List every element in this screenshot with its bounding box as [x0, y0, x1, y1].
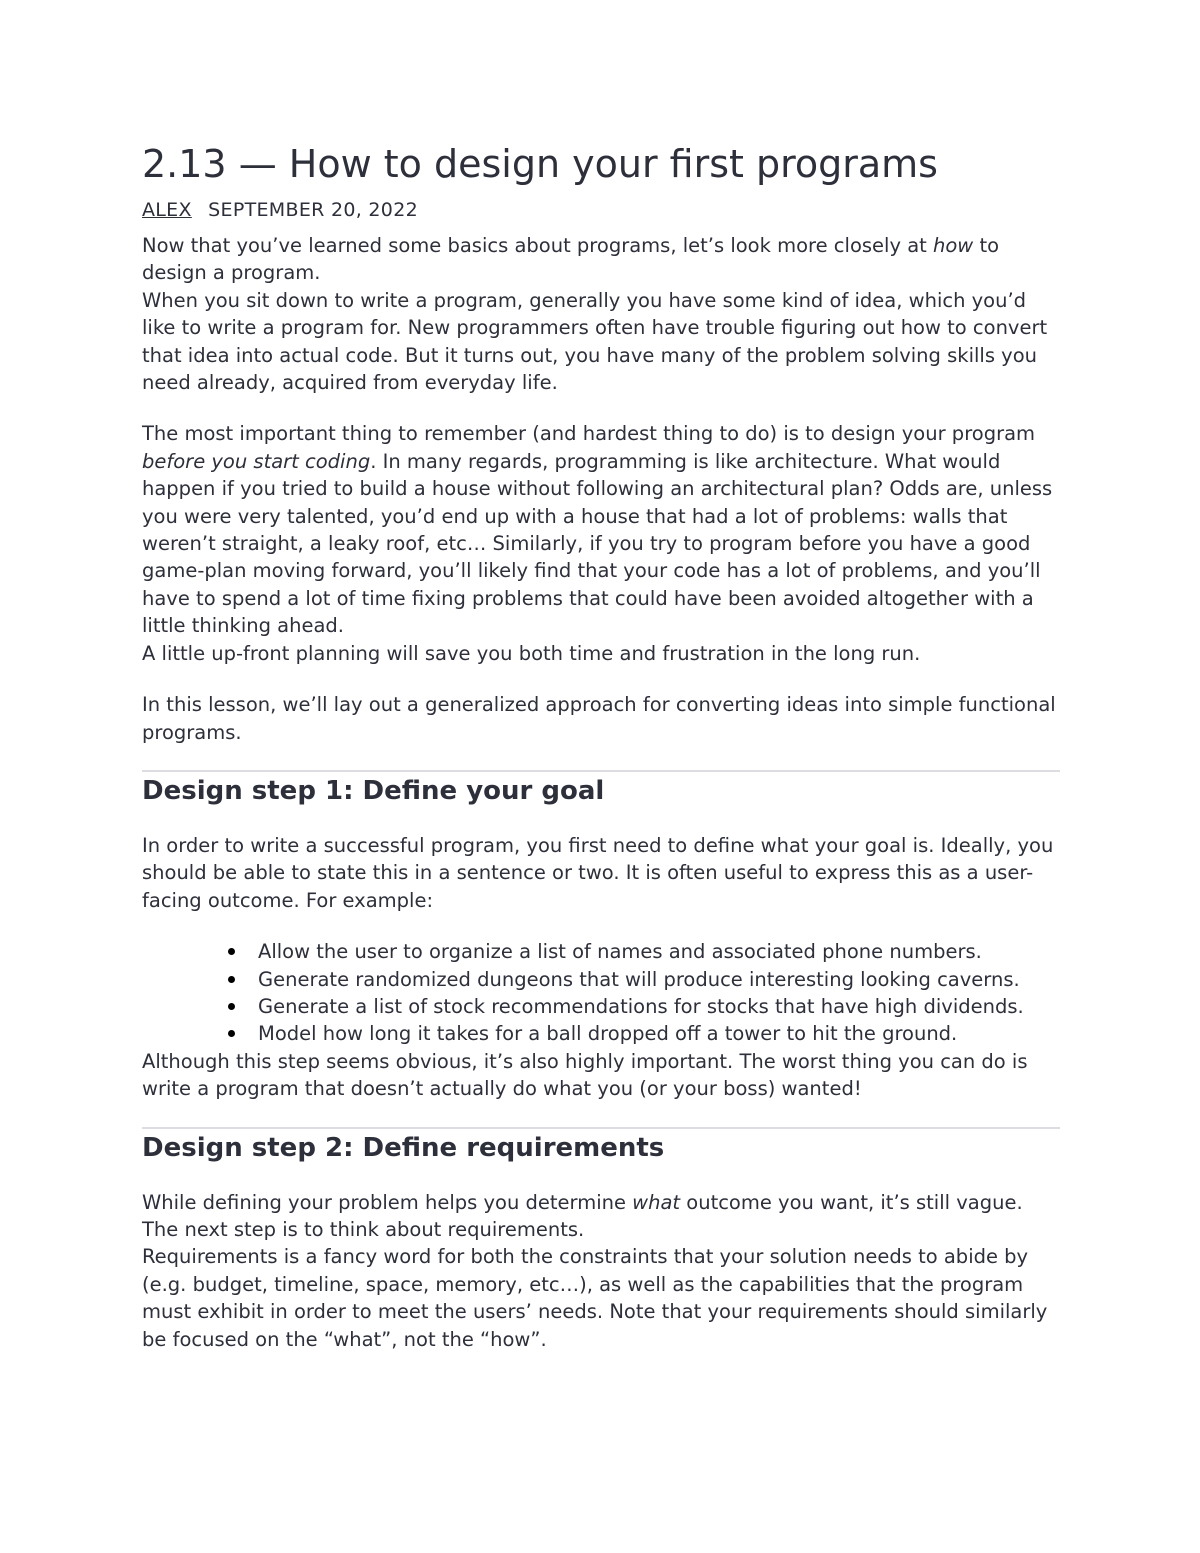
step1-heading: Design step 1: Define your goal: [142, 775, 605, 806]
intro-p3-emphasis: before you start coding: [142, 449, 371, 473]
list-item-text: Generate randomized dungeons that will produce interesting looking caverns.: [258, 967, 1020, 991]
step2-p1-emphasis: what: [632, 1190, 681, 1214]
page-title: 2.13 — How to design your first programs: [142, 142, 938, 186]
bullet-icon: [228, 1030, 235, 1037]
step2-p1-text-a: While defining your problem helps you determine: [142, 1190, 633, 1214]
author-link[interactable]: ALEX: [142, 199, 192, 221]
publish-date: SEPTEMBER 20, 2022: [208, 199, 418, 221]
intro-paragraph-1: [142, 232, 1060, 287]
intro-p3-text-a: The most important thing to remember (and hardest thing to do) is to design your program: [142, 422, 1036, 446]
step2-paragraph-1: [142, 1189, 1060, 1244]
list-item-text: Model how long it takes for a ball dropped off a tower to hit the ground.: [258, 1022, 958, 1046]
bullet-icon: [228, 976, 235, 983]
intro-p1-text-a: Now that you’ve learned some basics about programs, let’s look more closely at: [142, 234, 933, 257]
list-item: [258, 966, 1060, 993]
intro-paragraph-3: [142, 420, 1060, 639]
intro-paragraph-2: When you sit down to write a program, generally you have some kind of idea, which you’d like to write a program for. New programmers often have trouble figuring out how to convert that idea into actual code. But it turns out, you have many of the problem solving skills you need already, acquired from everyday life.: [142, 288, 1048, 395]
list-item-text: Generate a list of stock recommendations for stocks that have high dividends.: [258, 994, 1024, 1018]
intro-p1-emphasis: how: [933, 234, 974, 257]
intro-paragraph-4: A little up-front planning will save you both time and frustration in the long run.: [142, 641, 921, 665]
step2-heading: Design step 2: Define requirements: [142, 1132, 665, 1163]
list-item: [258, 1020, 1060, 1047]
step1-paragraph-2: Although this step seems obvious, it’s also highly important. The worst thing you can do is write a program that doesn’t actually do what you (or your boss) wanted!: [142, 1049, 1028, 1101]
goal-examples-list: [142, 938, 1060, 1048]
step1-paragraph-1: In order to write a successful program, you first need to define what your goal is. Ideally, you should be able to state this in a sentence or two. It is often useful to express this as a user-facing outcome. For example:: [142, 833, 1054, 912]
list-item: [258, 993, 1060, 1020]
step2-paragraph-2: Requirements is a fancy word for both the constraints that your solution needs to abide by (e.g. budget, timeline, space, memory, etc…), as well as the capabilities that the program must exhibit in order to meet the users’ needs. Note that your requirements should similarly be focused on the “what”, not the “how”.: [142, 1245, 1048, 1351]
bullet-icon: [228, 948, 235, 955]
bullet-icon: [228, 1003, 235, 1010]
intro-paragraph-5: In this lesson, we’ll lay out a generalized approach for converting ideas into simple functional programs.: [142, 693, 1056, 744]
byline: [142, 198, 1060, 222]
list-item-text: Allow the user to organize a list of names and associated phone numbers.: [258, 940, 982, 964]
list-item: [258, 938, 1060, 965]
article: [142, 140, 1060, 1353]
step2-p1-text-b: outcome you want, it’s still vague. The next step is to think about requirements.: [142, 1190, 1023, 1241]
intro-p1-text-b: to design a program.: [142, 234, 1000, 285]
intro-p3-text-b: . In many regards, programming is like architecture. What would happen if you tried to build a house without following an architectural plan? Odds are, unless you were very talented, you’d end up with a house that had a lot of problems: walls that weren’t straight, a leaky roof, etc… Similarly, if you try to program before you have a good game-plan moving forward, you’ll likely find that your code has a lot of problems, and you’ll have to spend a lot of time fixing problems that could have been avoided altogether with a little thinking ahead.: [142, 449, 1053, 638]
